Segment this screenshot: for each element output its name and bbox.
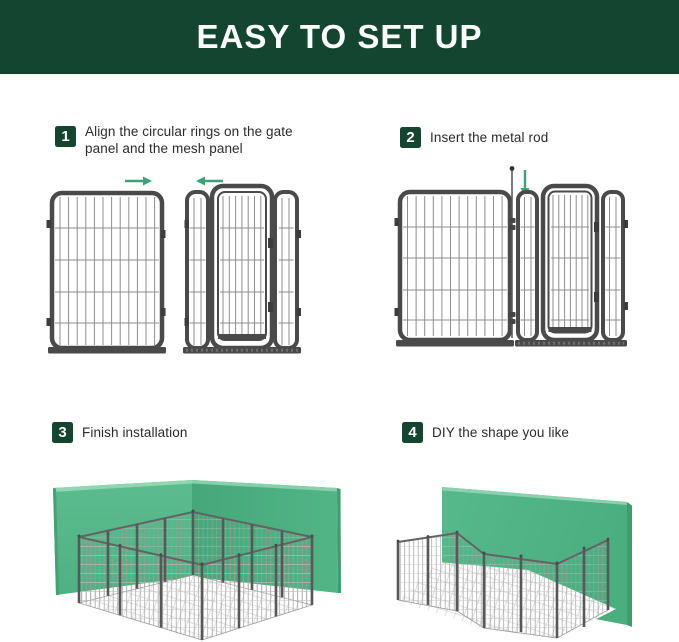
step-3-text: Finish installation [82,425,188,440]
illustration-finished-installation [30,452,350,642]
step-1-text: Align the circular rings on the gate panel and the mesh panel [85,124,293,156]
step-2-label [400,125,548,148]
page-title: EASY TO SET UP [196,18,483,55]
arrow-right-icon [125,177,152,186]
arrow-left-icon [196,177,223,186]
illustration-diy-shape [380,452,679,642]
illustration-insert-rod [378,162,658,362]
header-banner [0,0,679,74]
step-4-number-badge: 4 [402,422,423,443]
step-3-label [52,420,187,443]
illustration-align-panels [40,170,320,365]
step-2-number-badge: 2 [400,127,421,148]
gate-panel [515,186,628,347]
step-4-label [402,420,569,443]
mesh-panel [395,192,515,347]
step-3-number-badge: 3 [52,422,73,443]
step-4-text: DIY the shape you like [432,425,570,440]
gate-panel [183,186,301,354]
step-1-label [55,124,330,157]
gate-door-bottom-bar [549,327,592,332]
mesh-panel [47,193,167,354]
step-2-text: Insert the metal rod [430,130,549,145]
step-1-number-badge: 1 [55,126,76,147]
gate-door-bottom-bar [218,334,266,339]
